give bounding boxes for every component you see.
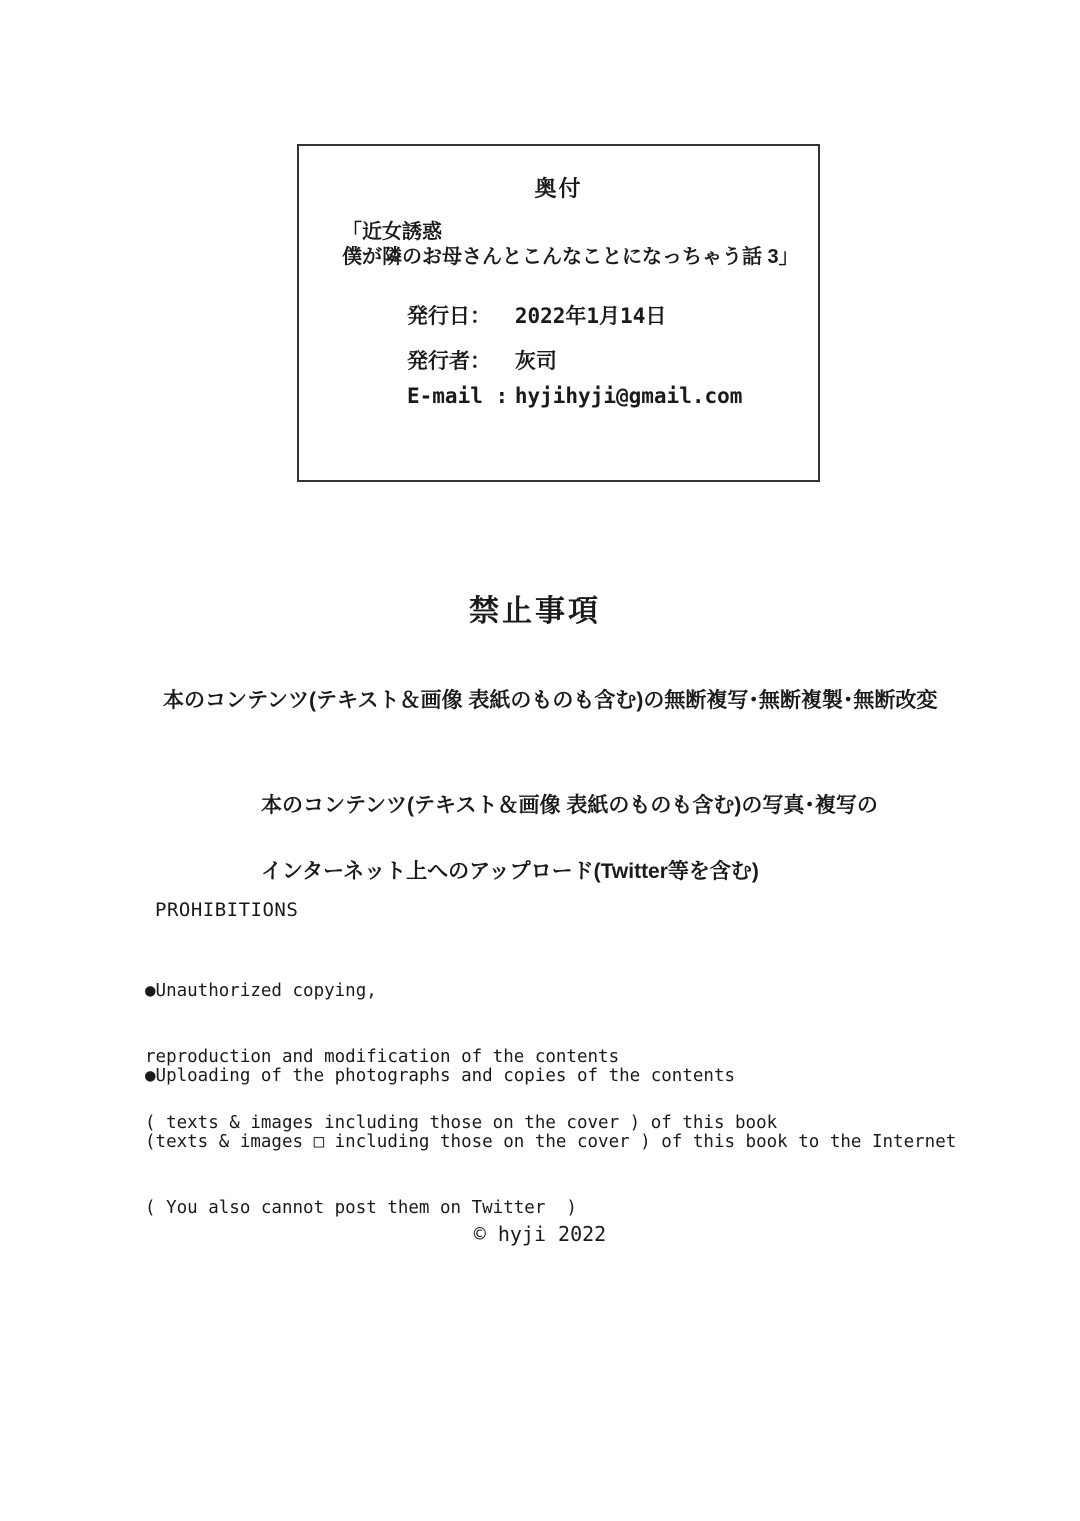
publish-date-row: [407, 300, 666, 330]
copyright-line: © hyji 2022: [473, 1222, 607, 1246]
publisher-label: 発行者：: [407, 350, 491, 373]
publish-date-label: 発行日：: [407, 305, 491, 328]
en-prohibition-copying-line-1: ●Unauthorized copying,: [145, 981, 377, 1001]
book-title-line-2: 僕が隣のお母さんとこんなことになっちゃう話 3」: [342, 246, 799, 268]
publisher-value: 灰司: [514, 349, 557, 373]
publisher-row: [407, 345, 557, 375]
prohibitions-heading-en: PROHIBITIONS: [155, 899, 299, 921]
email-row: [407, 384, 742, 409]
email-value: hyjihyji@gmail.com: [514, 384, 743, 408]
en-prohibition-upload-line-3: ( You also cannot post them on Twitter ): [145, 1198, 577, 1218]
ja-prohibition-upload-line-1: 本のコンテンツ(テキスト＆画像 表紙のものも含む)の写真･複写の: [261, 794, 878, 817]
ja-prohibition-copying: 本のコンテンツ(テキスト＆画像 表紙のものも含む)の無断複写･無断複製･無断改変: [163, 689, 938, 712]
en-prohibition-copying-line-2: reproduction and modification of the contents: [145, 1047, 620, 1067]
ja-prohibition-upload-line-2: インターネット上へのアップロード(Twitter等を含む): [261, 860, 759, 883]
prohibitions-heading-ja: 禁止事項: [469, 595, 601, 628]
colophon-box: [297, 144, 820, 482]
en-prohibition-upload-line-2: (texts & images □ including those on the cover ) of this book to the Internet: [145, 1132, 957, 1152]
ja-prohibition-upload: [261, 751, 878, 927]
book-title-line-1: 「近女誘惑: [342, 221, 442, 243]
book-title: [342, 220, 799, 270]
en-prohibition-upload-line-1: ●Uploading of the photographs and copies of the contents: [145, 1066, 736, 1086]
en-prohibition-copying-line-3: ( texts & images including those on the cover ) of this book: [145, 1113, 778, 1133]
publish-date-value: 2022年1月14日: [514, 304, 667, 328]
colophon-heading: 奥付: [534, 176, 583, 201]
email-label: E-mail :: [407, 384, 509, 408]
